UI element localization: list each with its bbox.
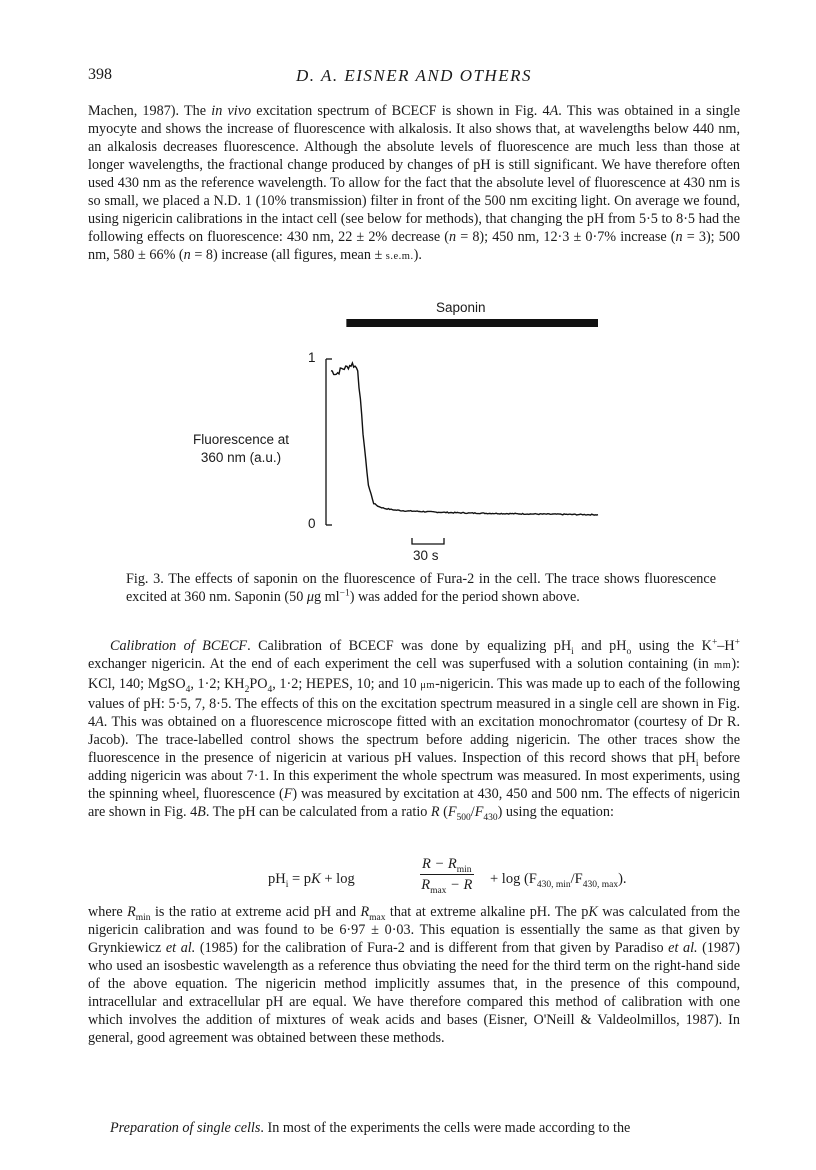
figure-3-caption: Fig. 3. The effects of saponin on the fluorescence of Fura-2 in the cell. The trace shows fluorescence excited at 360 nm. Saponin (50 μg $ml^{-1}$) was added for the period shown above. [126, 571, 716, 605]
running-head: D. A. EISNER AND OTHERS [296, 66, 532, 85]
equation-tail: + $\log (F_{430, min}/F_{430, max})$. [490, 871, 627, 890]
equation-lhs: $pH_i$ = pK + log [268, 871, 355, 890]
y-axis-label-line2: 360 nm (a.u.) [200, 450, 282, 465]
time-scale-bar [412, 538, 444, 544]
paragraph-bcecf-spectrum: Machen, 1987). The in vivo excitation spectrum of BCECF is shown in Fig. 4A. This was obtained in a single myocyte and shows the increase of fluorescence with alkalosis. It also shows that, at wavelengths below 440 nm, an alkalosis decreases fluorescence. Although the absolute levels of fluorescence are much less than those at longer wavelengths, the fractional change produced by changes of pH is still significant. We have therefore often used 430 nm as the reference wavelength. To allow for the fact that the absolute level of fluorescence at 430 nm is so small, we placed a N.D. 1 (10% transmission) filter in front of the 500 nm exciting light. On average we found, using nigericin calibrations in the intact cell (see below for methods), that changing the pH from 5·5 to 8·5 had the following effects on fluorescence: 430 nm, 22 ± 2% decrease (n = 8); 450 nm, 12·3 ± 0·7% increase (n = 3); 500 nm, 580 ± 66% (n = 8) increase (all figures, mean ± s.e.m.). [88, 103, 740, 263]
saponin-label: Saponin [436, 300, 486, 315]
equation-denominator: $R_{max} - R$ [421, 877, 473, 896]
y-tick-label-1: 1 [308, 350, 316, 365]
page-number: 398 [88, 66, 112, 83]
equation-fraction [420, 856, 474, 894]
y-tick-label-0: 0 [308, 516, 316, 531]
paragraph-calibration: Calibration of BCECF. Calibration of BCECF was done by equalizing $pH_i$ and $pH_o$ using the K+–H+ exchanger nigericin. At the end of each experiment the cell was superfused with a solution containing (in mm): KCl, 140; MgSO$_4$, 1·2; $KH_2PO_4$, 1·2; HEPES, 10; and 10 μm-nigericin. This was made up to each of the following values of pH: 5·5, 7, 8·5. The effects of this on the excitation spectrum measured in a single cell are shown in Fig. 4A. This was obtained on a fluorescence microscope fitted with an excitation monochromator (courtesy of Dr R. Jacob). The trace-labelled control shows the spectrum before adding nigericin. The other traces show the fluorescence in the presence of nigericin at various pH values. Inspection of this record shows that $pH_i$ before adding nigericin was about 7·1. In this experiment the whole spectrum was measured. In most experiments, using the spinning wheel, fluorescence (F) was measured by excitation at 430, 450 and 500 nm. The effects of nigericin are shown in Fig. 4B. The pH can be calculated from a ratio R $(F_{500}/F_{430})$ using the equation: [88, 637, 741, 823]
ph-equation [268, 856, 628, 900]
saponin-period-bar [346, 319, 598, 327]
paragraph-preparation: Preparation of single cells. In most of the experiments the cells were made according to the [110, 1120, 631, 1136]
fluorescence-trace-chart [180, 296, 640, 566]
page-header [88, 66, 740, 90]
fluorescence-trace [331, 363, 598, 515]
time-scale-label: 30 s [413, 548, 439, 563]
equation-numerator: $R - R_{min}$ [422, 856, 472, 875]
figure-3 [180, 296, 640, 566]
paragraph-calibration-notes: where $R_{min}$ is the ratio at extreme acid pH and $R_{max}$ that at extreme alkaline pH. The pK was calculated from the nigericin calibration and was found to be 6·97 ± 0·03. This equation is essentially the same as that given by Grynkiewicz et al. (1985) for the calibration of Fura-2 and is different from that given by Paradiso et al. (1987) who used an isosbestic wavelength as a reference thus obviating the need for the third term on the right-hand side of the above equation. The nigericin method implicitly assumes that, in the presence of this compound, intracellular and extracellular pH are equal. We have therefore compared this method of calibration with one which involves the addition of mixtures of weak acids and bases (Eisner, O'Neill & Valdeolmillos, 1987). In general, good agreement was obtained between these methods. [88, 904, 740, 1046]
y-axis-label-line1: Fluorescence at [192, 432, 290, 447]
